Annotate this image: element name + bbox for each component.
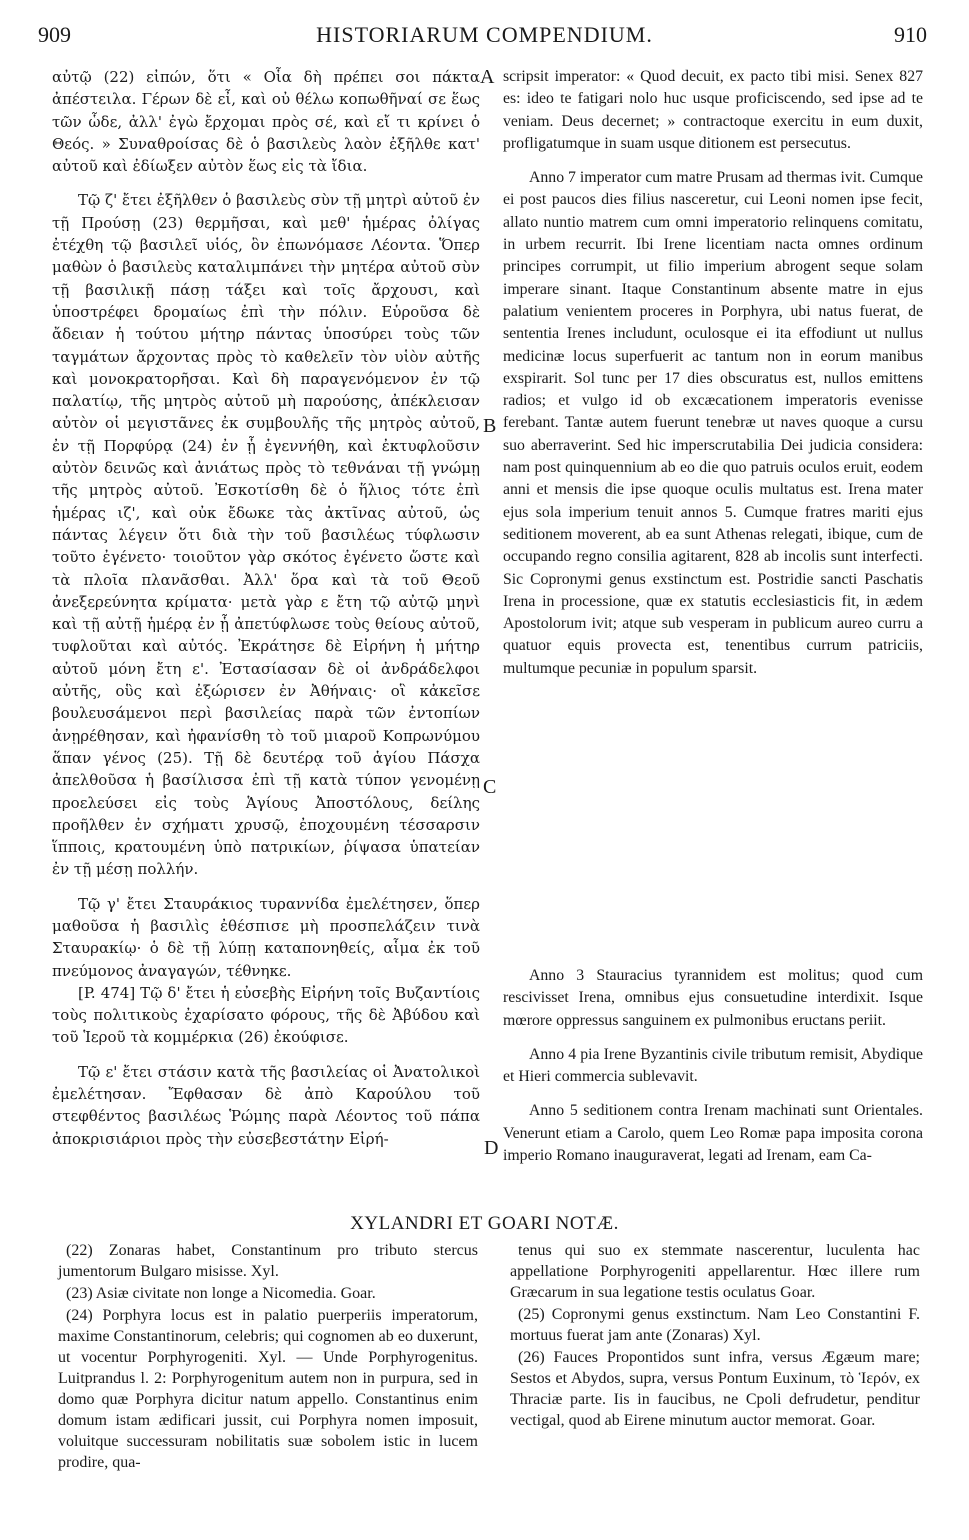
footnote: (26) Fauces Propontidos sunt infra, versus Ægæum mare; Sestos et Abydos, supra, versus Pontum Euxinum, τὸ Ἱερόν, ex Thraciæ parte. Iis in faucibus, ne Cpoli defrudetur, penditur vectigal, quod ab Eirene minutum auctor memorat. Goar. — [510, 1349, 920, 1429]
latin-paragraph: Anno 4 pia Irene Byzantinis civile tributum remisit, Abydique et Hieri commercia sublevavit. — [503, 1045, 923, 1086]
section-marker-d: D — [484, 1137, 499, 1159]
notes-heading: XYLANDRI ET GOARI NOTÆ. — [350, 1213, 619, 1234]
footnote: tenus qui suo ex stemmate nascerentur, luculenta hac appellatione Porphyrogeniti appellarentur. Hœc illere rum Græcarum in sua legatione testis oculatus Goar. — [510, 1242, 920, 1301]
running-title: HISTORIARUM COMPENDIUM. — [316, 22, 653, 47]
section-marker-a: A — [480, 66, 495, 88]
notes-right-column — [510, 1240, 920, 1432]
notes-left-column — [58, 1240, 478, 1474]
greek-paragraph: Τῷ γ' ἔτει Σταυράκιος τυραννίδα ἐμελέτησεν, ὅπερ μαθοῦσα ἡ βασιλὶς ἐθέσπισε μὴ προσπελάζειν τινὰ Σταυρακίῳ· ὁ δὲ τῇ λύπῃ καταπονηθείς, αἷμα ἐκ τοῦ πνεύμονος ἀναγαγών, τέθνηκε. — [52, 894, 480, 980]
greek-paragraph: [P. 474] Τῷ δ' ἔτει ἡ εὐσεβὴς Εἰρήνη τοῖς Βυζαντίοις τοὺς πολιτικοὺς ἐχαρίσατο φόρους, τῆς δὲ Ἀβύδου καὶ τοῦ Ἱεροῦ τὰ κομμέρκια (26) ἐκούφισε. — [52, 983, 480, 1047]
latin-paragraph: scripsit imperator: « Quod decuit, ex pacto tibi misi. Senex 827 es: ideo te fatigari nolo huc usque proficiscendo, sed ipse ad te veniam. Deus decernet; » contractoque exercitu in eum duxit, profligatumque in suam usque ditionem est persecutus. — [503, 68, 923, 152]
footnote: (25) Copronymi genus exstinctum. Nam Leo Constantini F. mortuus fuerat jam ante (Zonaras) Xyl. — [510, 1306, 920, 1344]
latin-paragraph: Anno 7 imperator cum matre Prusam ad thermas ivit. Cumque ei post paucos dies filius nasceretur, cui Leoni nomen ipse fecit, allato nuntio matrem cum omni imperatorio relinquens comitatu, in urbem recurrit. Ibi Irene licentiam nacta omnes ordinum principes corrumpit, ut filio imperium abrogent seque solam imperare sinant. Itaque Constantinum absente matre in ejus palatium venientem proceres in Porphyra, ubi natus fuerat, de sententia Irenes includunt, oculosque ei ita effodiunt ut nullus medicinæ locus superfuerit ac tantum non in eorum manibus exspirarit. Sol tunc per 17 dies obscuratus est, nullos emittens radios; et vulgo id ob excæcationem imperatoris evenisse ferebant. Tantæ autem fuerunt tenebræ ut naves quoque a cursu suo aberraverint. Sed hic imperscrutabilia Dei judicia considera: nam post quinquennium ab eo die quo patruis oculos eruit, eodem anni et mensis die ipse quoque oculis multatus est. Irena mater ejus sola imperium tenuit annos 5. Cumque fratres mariti ejus seditionem moverent, ab ea sunt Athenas relegati, ibique, cum de occupando regno consilia agitarent, 828 ab incolis sunt interfecti. Sic Copronymi genus exstinctum est. Postridie sancti Paschatis Irena in processione, quæ ex statutis ecclesiasticis fit, in ædem Apostolorum ivit; atque sub vesperam in publicum aureo curru a quatuor equis provecta est, tenentibus currum patriciis, multumque pecuniæ in populum sparsit. — [503, 169, 923, 677]
latin-column-lower — [503, 965, 923, 1167]
page-number-right: 910 — [894, 22, 927, 47]
latin-column — [503, 66, 923, 680]
greek-paragraph: Τῷ ε' ἔτει στάσιν κατὰ τῆς βασιλείας οἱ Ἀνατολικοὶ ἐμελέτησαν. Ἔφθασαν δὲ ἀπὸ Καρούλου τοῦ στεφθέντος βασιλέως Ῥώμης παρὰ Λέοντος τοῦ πάπα ἀποκρισιάριοι πρὸς τὴν εὐσεβεστάτην Εἰρή- — [52, 1062, 480, 1148]
greek-paragraph: Τῷ ζ' ἔτει ἐξῆλθεν ὁ βασιλεὺς σὺν τῇ μητρὶ αὐτοῦ ἐν τῇ Προύσῃ (23) θερμῆσαι, καὶ μεθ' ἡμέρας ὀλίγας ἐτέχθη τῷ βασιλεῖ υἱός, ὃν ἐπωνόμασε Λέοντα. Ὅπερ μαθὼν ὁ βασιλεὺς καταλιμπάνει τὴν μητέρα αὐτοῦ σὺν τῇ βασιλικῇ πάσῃ τάξει καὶ τοῖς ἄρχουσι, καὶ ὑποστρέφει δρομαίως ἐπὶ τὴν πόλιν. Εὑροῦσα δὲ ἄδειαν ἡ τούτου μήτηρ πάντας ὑποσύρει τοὺς τῶν ταγμάτων ἄρχοντας πρὸς τὸ καθελεῖν τὸν υἱὸν αὐτῆς καὶ μονοκρατορῆσαι. Καὶ δὴ παραγενόμενον ἐν τῷ παλατίῳ, τῆς μητρὸς αὐτοῦ μὴ παρούσης, ἀπέκλεισαν αὐτὸν οἱ μεγιστᾶνες ἐκ συμβουλῆς τῆς μητρὸς αὐτοῦ, ἐν τῇ Πορφύρᾳ (24) ἐν ᾗ ἐγεννήθη, καὶ ἐκτυφλοῦσιν αὐτὸν δεινῶς καὶ ἀνιάτως πρὸς τὸ τεθνάναι τῇ γνώμῃ τῆς μητρὸς αὐτοῦ. Ἐσκοτίσθη δὲ ὁ ἥλιος τότε ἐπὶ ἡμέρας ιζ', καὶ οὐκ ἔδωκε τὰς ἀκτῖνας αὐτοῦ, ὡς πάντας λέγειν ὅτι διὰ τὴν τοῦ βασιλέως τύφλωσιν τοῦτο ἐγένετο· τοιοῦτον γὰρ σκότος ἐγένετο ὥστε καὶ τὰ πλοῖα πλανᾶσθαι. Ἀλλ' ὅρα καὶ τὰ τοῦ Θεοῦ ἀνεξερεύνητα κρίματα· μετὰ γὰρ ε ἔτη τῷ αὐτῷ μηνὶ καὶ τῇ αὐτῇ ἡμέρᾳ ἐν ᾗ ἀπετύφλωσε τοὺς θείους αὐτοῦ, τυφλοῦται καὶ αὐτός. Ἐκράτησε δὲ Εἰρήνη ἡ μήτηρ αὐτοῦ μόνη ἔτη ε'. Ἐστασίασαν δὲ οἱ ἀνδράδελφοι αὐτῆς, οὓς καὶ ἐξώρισεν ἐν Ἀθήναις· οἳ κἀκεῖσε βουλευσάμενοι περὶ βασιλείας παρὰ τῶν ἐντοπίων ἀνῃρέθησαν, καὶ ἠφανίσθη τὸ τοῦ μιαροῦ Κοπρωνύμου ἅπαν γένος (25). Τῇ δὲ δευτέρᾳ τοῦ ἁγίου Πάσχα ἀπελθοῦσα ἡ βασίλισσα ἐπὶ τῇ κατὰ τύπον γενομένῃ προελεύσει εἰς τοὺς Ἁγίους Ἀποστόλους, δείλης προῆλθεν ἐν σχήματι χρυσῷ, ἐποχουμένη τέσσαρσιν ἵπποις, κρατουμένη ὑπὸ πατρικίων, ῥίψασα ὑπατείαν ἐν τῇ μέσῃ πολλήν. — [52, 191, 481, 879]
latin-paragraph: Anno 5 seditionem contra Irenam machinati sunt Orientales. Venerunt etiam a Carolo, quem Leo Romæ papa imposita corona imperio Romano inauguraverat, legati ad Irenam, eam Ca- — [503, 1102, 923, 1165]
page-number-left: 909 — [38, 22, 71, 47]
greek-paragraph: αὐτῷ (22) εἰπών, ὅτι « Οἷα δὴ πρέπει σοι πάκτα ἀπέστειλα. Γέρων δὲ εἶ, καὶ οὐ θέλω κοπωθῆναί σε ἕως τῶν ὧδε, ἀλλ' ἐγὼ ἔρχομαι πρὸς σέ, καὶ εἴ τι κρίνει ὁ Θεός. » Συναθροίσας δὲ ὁ βασιλεὺς λαὸν ἐξῆλθε κατ' αὐτοῦ καὶ ἐδίωξεν αὐτὸν ἕως εἰς τὰ ἴδια. — [52, 68, 480, 176]
footnote: (24) Porphyra locus est in palatio puerperiis imperatorum, maxime Constantinorum, celebris; qui cognomen ab eo duxerunt, ut vocentur Porphyrogeniti. Xyl. — Unde Porphyrogenitus. Luitprandus l. 2: Porphyrogenitum autem non in purpura, sed in domo quæ Porphyra dicitur natum appello. Constantinus enim domum istam ædificari jussit, cui Porphyra nomen imposuit, voluitque successuram nobilitatis suæ sobolem istic in lucem prodire, qua- — [58, 1307, 478, 1471]
footnote: (22) Zonaras habet, Constantinum pro tributo stercus jumentorum Bulgaro misisse. Xyl. — [58, 1242, 478, 1280]
latin-paragraph: Anno 3 Stauracius tyrannidem est molitus; quod cum rescivisset Irena, omnibus ejus consuetudine interdixit. Isque mœrore oppressus sanguinem ex pulmonibus eructans periit. — [503, 967, 923, 1029]
section-marker-c: C — [483, 776, 497, 798]
footnote: (23) Asiæ civitate non longe a Nicomedia. Goar. — [66, 1285, 376, 1302]
greek-column — [52, 66, 480, 1150]
section-marker-b: B — [483, 415, 497, 437]
page-header — [30, 22, 939, 52]
